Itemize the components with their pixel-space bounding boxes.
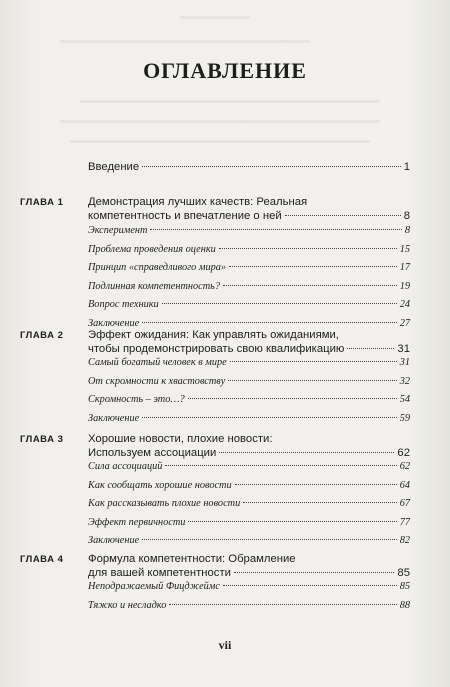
toc-intro[interactable] bbox=[88, 160, 410, 174]
leader-dots bbox=[142, 166, 401, 167]
toc-chapter-1[interactable] bbox=[88, 195, 410, 223]
leader-dots bbox=[219, 452, 394, 453]
chapter-4-page: 85 bbox=[397, 567, 410, 579]
chapter-3-title-line-2: Используем ассоциации bbox=[88, 447, 217, 459]
section-page: 62 bbox=[399, 461, 410, 472]
section-page: 24 bbox=[399, 299, 410, 310]
toc-section[interactable] bbox=[88, 243, 410, 257]
section-page: 88 bbox=[399, 599, 410, 611]
chapter-2-page: 31 bbox=[397, 343, 410, 355]
toc-section[interactable] bbox=[88, 516, 410, 530]
section-title: Заключение bbox=[88, 317, 140, 329]
section-title: Как сообщать хорошие новости bbox=[88, 479, 232, 491]
chapter-2-title-line-2: чтобы продемонстрировать свою квалификацию bbox=[88, 343, 345, 355]
toc-section[interactable] bbox=[88, 460, 410, 474]
section-page: 27 bbox=[399, 317, 410, 329]
toc-section[interactable] bbox=[88, 280, 410, 294]
chapter-2-sections bbox=[88, 356, 410, 425]
section-title: Проблема проведения оценки bbox=[88, 243, 216, 255]
toc-section[interactable] bbox=[88, 580, 410, 594]
section-page: 8 bbox=[404, 225, 410, 236]
section-title: Скромность – это…? bbox=[88, 394, 185, 405]
section-page: 15 bbox=[399, 243, 410, 255]
leader-dots bbox=[243, 502, 396, 503]
leader-dots bbox=[234, 572, 394, 573]
chapter-4-sections bbox=[88, 580, 410, 612]
toc-chapter-3[interactable] bbox=[88, 432, 410, 460]
leader-dots bbox=[285, 215, 401, 216]
toc-intro-page: 1 bbox=[403, 161, 410, 173]
chapter-3-page: 62 bbox=[397, 447, 410, 459]
page-number: vii bbox=[218, 638, 232, 652]
leader-dots bbox=[188, 398, 397, 399]
section-title: Как рассказывать плохие новости bbox=[88, 498, 241, 509]
leader-dots bbox=[223, 285, 397, 286]
section-page: 31 bbox=[399, 357, 410, 368]
toc-chapter-2[interactable] bbox=[88, 328, 410, 356]
section-page: 77 bbox=[399, 516, 410, 528]
chapter-1-title-line-1: Демонстрация лучших качеств: Реальная bbox=[88, 196, 308, 208]
toc-section[interactable] bbox=[88, 298, 410, 312]
section-page: 59 bbox=[399, 412, 410, 424]
leader-dots bbox=[142, 417, 397, 418]
toc-section[interactable] bbox=[88, 224, 410, 238]
leader-dots bbox=[230, 361, 397, 362]
chapter-1-title-line-2: компетентность и впечатление о ней bbox=[88, 210, 282, 222]
section-page: 54 bbox=[399, 394, 410, 405]
section-page: 64 bbox=[399, 479, 410, 491]
chapter-1-sections bbox=[88, 224, 410, 330]
leader-dots bbox=[228, 380, 396, 381]
leader-dots bbox=[165, 465, 396, 466]
section-title: Принцип «справедливого мира» bbox=[88, 262, 227, 273]
leader-dots bbox=[150, 229, 401, 230]
section-title: Заключение bbox=[88, 535, 140, 546]
toc-section[interactable] bbox=[88, 356, 410, 370]
toc-intro-title: Введение bbox=[88, 161, 140, 173]
toc-section[interactable] bbox=[88, 534, 410, 548]
leader-dots bbox=[142, 539, 397, 540]
toc-section[interactable] bbox=[88, 479, 410, 493]
chapter-1-label: ГЛАВА 1 bbox=[20, 197, 64, 208]
section-title: Эффект первичности bbox=[88, 516, 186, 528]
chapter-2-label: ГЛАВА 2 bbox=[20, 330, 64, 341]
section-title: От скромности к хвастовству bbox=[88, 375, 226, 387]
toc-section[interactable] bbox=[88, 412, 410, 426]
leader-dots bbox=[223, 585, 397, 586]
page-title: ОГЛАВЛЕНИЕ bbox=[143, 58, 307, 83]
chapter-4-title-line-1: Формула компетентности: Обрамление bbox=[88, 553, 296, 565]
toc-section[interactable] bbox=[88, 261, 410, 275]
leader-dots bbox=[235, 484, 397, 485]
section-title: Тяжко и несладко bbox=[88, 599, 167, 611]
section-page: 82 bbox=[399, 535, 410, 546]
leader-dots bbox=[169, 604, 396, 605]
section-title: Эксперимент bbox=[88, 225, 148, 236]
section-page: 32 bbox=[399, 375, 410, 387]
section-title: Вопрос техники bbox=[88, 299, 159, 310]
toc-section[interactable] bbox=[88, 599, 410, 613]
chapter-3-label: ГЛАВА 3 bbox=[20, 434, 64, 445]
section-page: 85 bbox=[399, 581, 410, 592]
section-title: Сила ассоциаций bbox=[88, 461, 163, 472]
section-title: Самый богатый человек в мире bbox=[88, 357, 227, 368]
section-page: 19 bbox=[399, 280, 410, 292]
leader-dots bbox=[162, 303, 397, 304]
toc-section[interactable] bbox=[88, 393, 410, 407]
leader-dots bbox=[229, 266, 397, 267]
chapter-3-title-line-1: Хорошие новости, плохие новости: bbox=[88, 433, 273, 445]
leader-dots bbox=[142, 322, 397, 323]
section-page: 67 bbox=[399, 498, 410, 509]
toc-chapter-4[interactable] bbox=[88, 552, 410, 580]
chapter-2-title-line-1: Эффект ожидания: Как управлять ожиданиями, bbox=[88, 329, 339, 341]
section-page: 17 bbox=[399, 262, 410, 273]
leader-dots bbox=[188, 521, 396, 522]
chapter-4-title-line-2: для вашей компетентности bbox=[88, 567, 231, 579]
toc-section[interactable] bbox=[88, 497, 410, 511]
toc-section[interactable] bbox=[88, 375, 410, 389]
chapter-4-label: ГЛАВА 4 bbox=[20, 554, 64, 565]
leader-dots bbox=[347, 348, 394, 349]
section-title: Заключение bbox=[88, 412, 140, 424]
chapter-1-page: 8 bbox=[403, 210, 410, 222]
leader-dots bbox=[219, 248, 397, 249]
chapter-3-sections bbox=[88, 460, 410, 548]
section-title: Подлинная компетентность? bbox=[88, 280, 221, 292]
section-title: Неподражаемый Фицджеймс bbox=[88, 581, 220, 592]
